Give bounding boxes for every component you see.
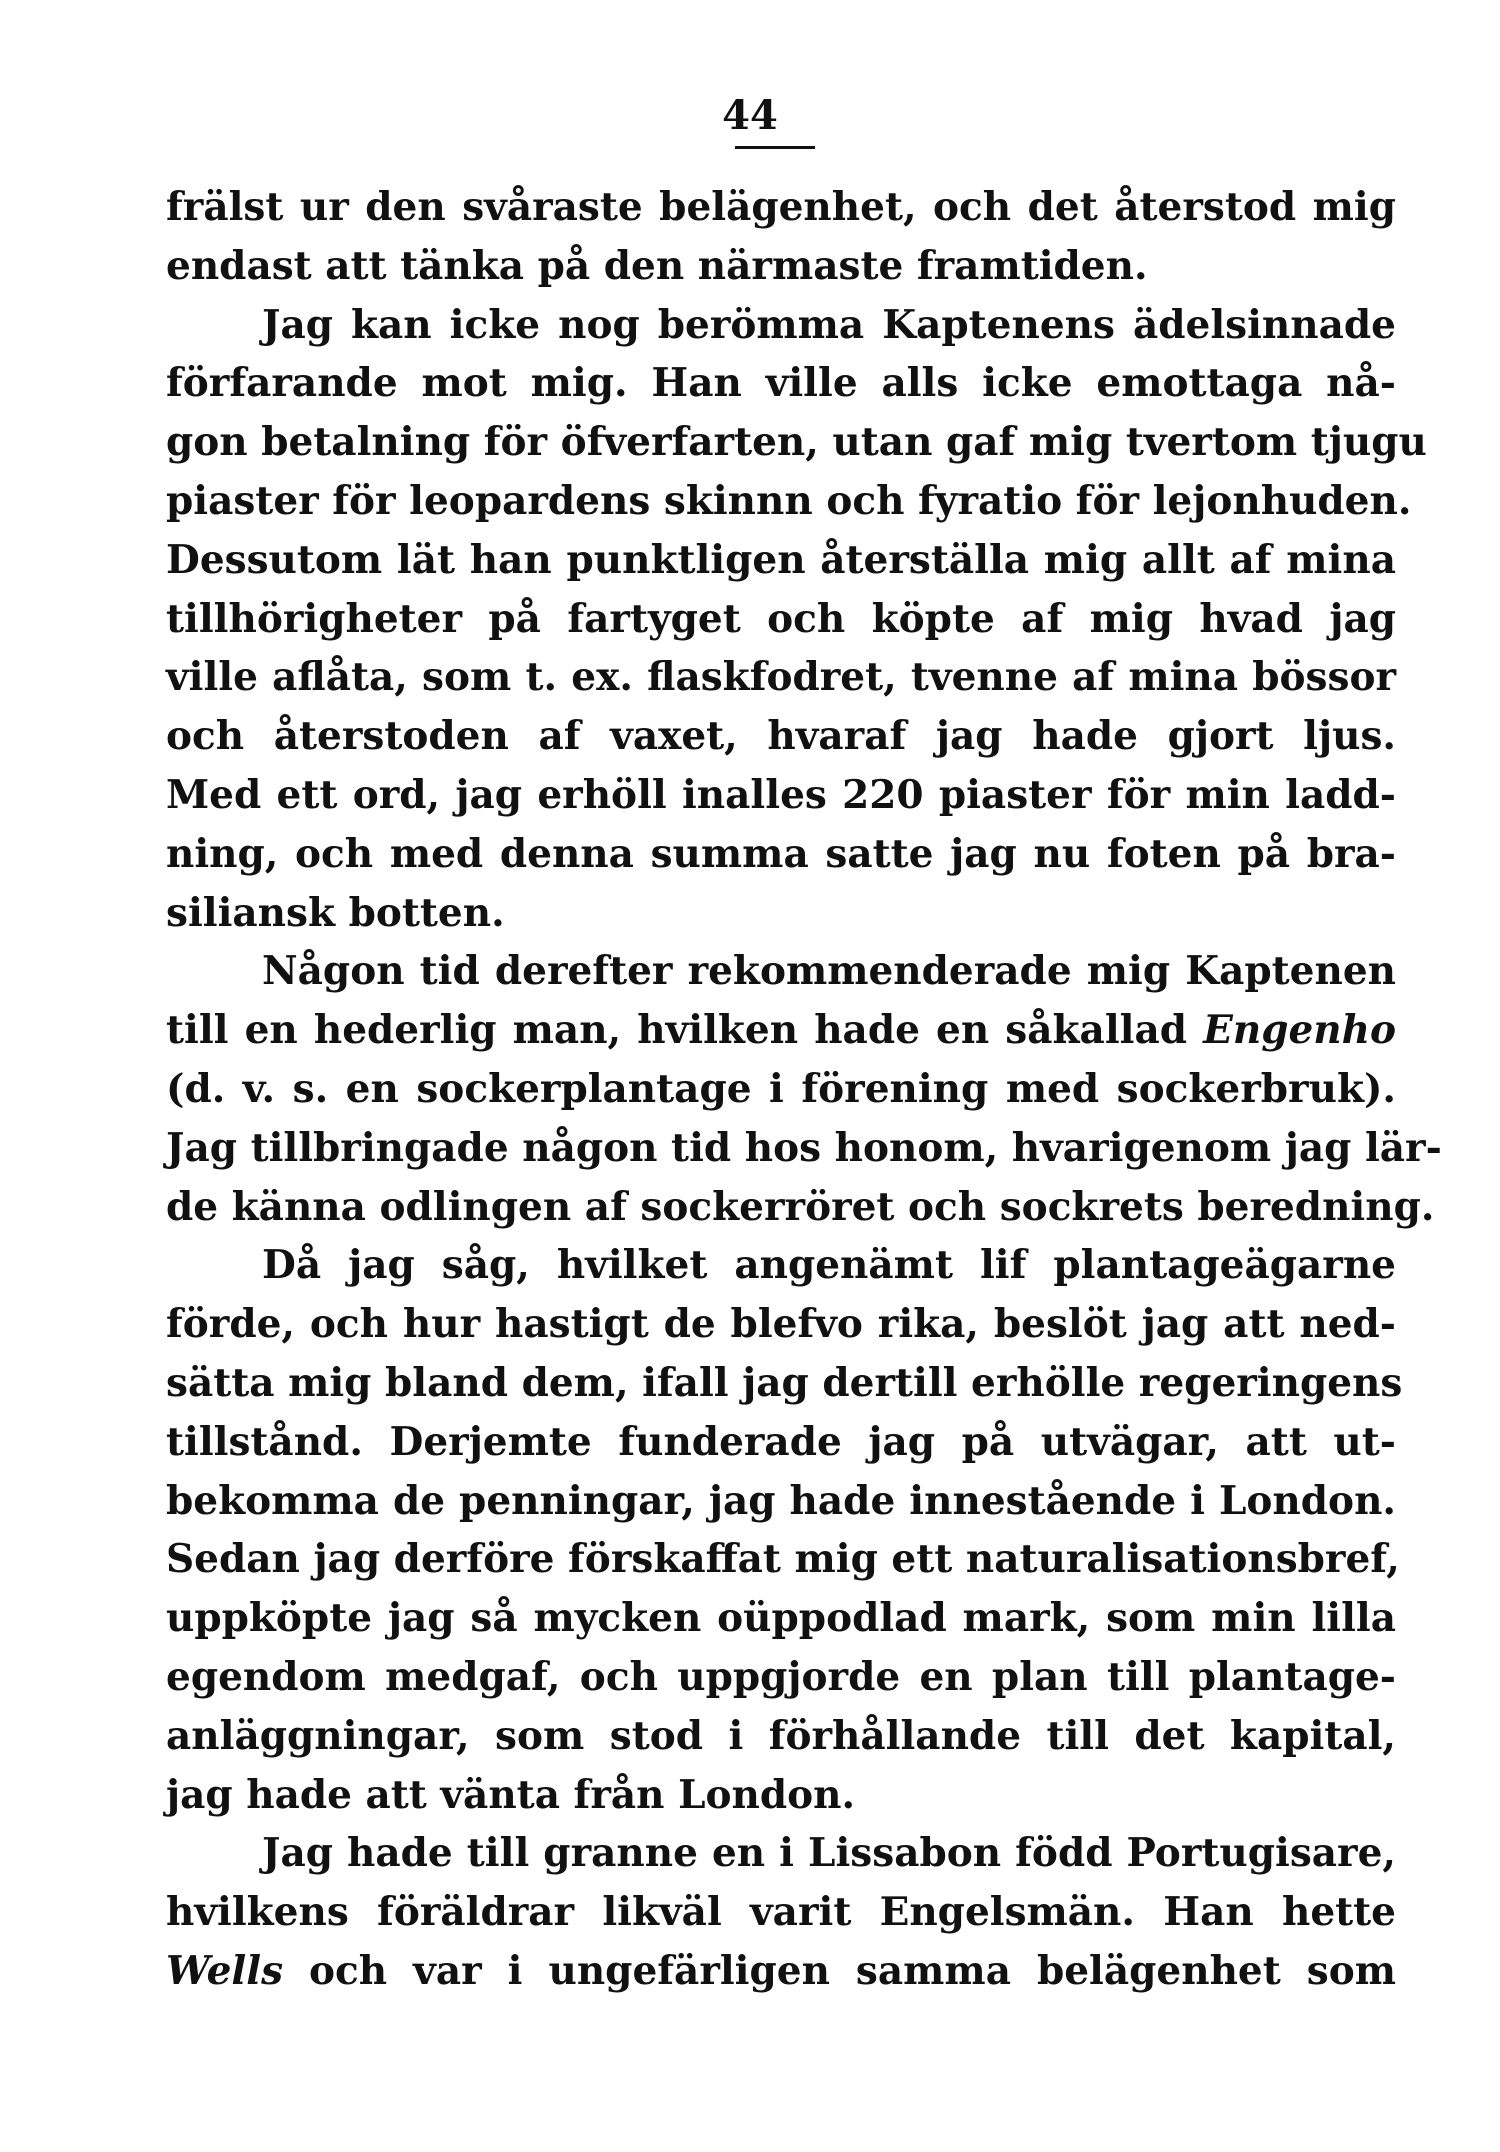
line-text: Någon tid derefter rekommenderade mig Kaptenen (262, 948, 1396, 995)
text-line (166, 354, 1396, 413)
text-line (166, 942, 1396, 1001)
line-text: jag hade att vänta från London. (166, 1771, 856, 1818)
text-line (166, 1530, 1400, 1589)
text-line (166, 1060, 1396, 1119)
text-line (166, 413, 1427, 472)
line-text: egendom medgaf, och uppgjorde en plan till plantage- (166, 1653, 1396, 1700)
text-line (166, 1001, 1396, 1060)
italic-word: Engenho (1203, 1007, 1397, 1054)
line-text: Med ett ord, jag erhöll inalles 220 piaster för min ladd- (166, 771, 1396, 818)
line-text: anläggningar, som stod i förhållande till det kapital, (166, 1712, 1396, 1759)
line-text: förde, och hur hastigt de blefvo rika, beslöt jag att ned- (166, 1301, 1396, 1348)
line-text: hvilkens föräldrar likväl varit Engelsmän. Han hette (166, 1889, 1396, 1936)
line-text: Dessutom lät han punktligen återställa mig allt af mina (166, 536, 1396, 583)
line-text: bekomma de penningar, jag hade innestående i London. (166, 1477, 1396, 1524)
text-line (166, 707, 1396, 766)
line-text: Då jag såg, hvilket angenämt lif plantageägarne (262, 1242, 1396, 1289)
line-text: till en hederlig man, hvilken hade en såkallad (166, 1007, 1187, 1054)
text-line (166, 1707, 1396, 1766)
text-line (166, 531, 1396, 590)
line-text: tillhörigheter på fartyget och köpte af mig hvad jag (166, 595, 1396, 642)
line-text: Jag hade till granne en i Lissabon född Portugisare, (262, 1830, 1396, 1877)
line-text: och återstoden af vaxet, hvaraf jag hade gjort ljus. (166, 713, 1396, 760)
text-line (166, 1648, 1396, 1707)
text-line (166, 648, 1396, 707)
line-text: och var i ungefärligen samma belägenhet som (309, 1947, 1396, 1994)
text-line (166, 1178, 1435, 1237)
text-line (166, 178, 1396, 237)
italic-word: Wells (166, 1947, 284, 1994)
text-line (166, 1236, 1396, 1295)
text-line (166, 237, 1396, 296)
text-line (166, 1883, 1396, 1942)
text-line (166, 1766, 1396, 1825)
line-text: Sedan jag derföre förskaffat mig ett naturalisationsbref, (166, 1536, 1400, 1583)
line-text: gon betalning för öfverfarten, utan gaf mig tvertom tjugu (166, 419, 1427, 466)
line-text: uppköpte jag så mycken oüppodlad mark, som min lilla (166, 1595, 1396, 1642)
line-text: ville aflåta, som t. ex. flaskfodret, tvenne af mina bössor (166, 654, 1396, 701)
line-text: frälst ur den svåraste belägenhet, och det återstod mig (166, 184, 1396, 230)
text-line (166, 590, 1396, 649)
text-line (166, 1824, 1396, 1883)
text-line (166, 825, 1396, 884)
line-text: de känna odlingen af sockerröret och sockrets beredning. (166, 1183, 1435, 1230)
text-line (166, 1413, 1396, 1472)
text-line (166, 472, 1412, 531)
text-line (166, 1942, 1396, 2001)
text-line (166, 1472, 1396, 1531)
line-text: endast att tänka på den närmaste framtiden. (166, 242, 1148, 289)
text-line (166, 884, 1396, 943)
line-text: ning, och med denna summa satte jag nu foten på bra- (166, 830, 1396, 877)
line-text: tillstånd. Derjemte funderade jag på utvägar, att ut- (166, 1418, 1396, 1465)
line-text: Jag kan icke nog berömma Kaptenens ädelsinnade (262, 301, 1396, 348)
line-text: Jag tillbringade någon tid hos honom, hvarigenom jag lär- (166, 1124, 1442, 1171)
text-line (166, 1589, 1396, 1648)
text-line (166, 296, 1396, 355)
text-line (166, 1354, 1403, 1413)
body-text (166, 178, 1442, 2001)
text-line (166, 1119, 1442, 1178)
page-number: 44 (722, 92, 778, 139)
text-line (166, 1295, 1396, 1354)
page-number-rule (735, 146, 815, 149)
line-text: piaster för leopardens skinnn och fyratio för lejonhuden. (166, 477, 1412, 524)
line-text: sätta mig bland dem, ifall jag dertill erhölle regeringens (166, 1359, 1403, 1406)
line-text: förfarande mot mig. Han ville alls icke emottaga nå- (166, 360, 1396, 407)
text-line (166, 766, 1396, 825)
line-text: (d. v. s. en sockerplantage i förening med sockerbruk). (166, 1065, 1396, 1112)
line-text: siliansk botten. (166, 889, 505, 936)
